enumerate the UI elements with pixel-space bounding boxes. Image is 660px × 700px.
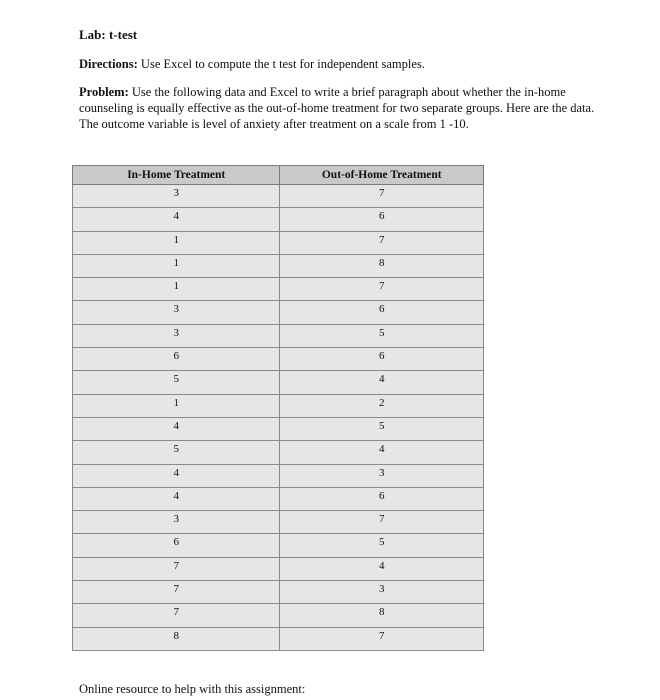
in-home-cell: 6 <box>73 534 280 557</box>
out-of-home-cell: 8 <box>280 604 484 627</box>
in-home-cell: 7 <box>73 581 280 604</box>
out-of-home-cell: 5 <box>280 417 484 440</box>
table-row <box>73 581 484 604</box>
table-row <box>73 208 484 231</box>
table-header-row <box>73 166 484 185</box>
directions-paragraph <box>79 56 599 72</box>
header-in-home: In-Home Treatment <box>73 166 280 185</box>
out-of-home-cell: 4 <box>280 557 484 580</box>
in-home-cell: 7 <box>73 557 280 580</box>
table-row <box>73 487 484 510</box>
out-of-home-cell: 3 <box>280 464 484 487</box>
in-home-cell: 5 <box>73 441 280 464</box>
out-of-home-cell: 4 <box>280 371 484 394</box>
in-home-cell: 3 <box>73 185 280 208</box>
out-of-home-cell: 7 <box>280 231 484 254</box>
table-row <box>73 394 484 417</box>
table-body <box>73 185 484 651</box>
out-of-home-cell: 3 <box>280 581 484 604</box>
in-home-cell: 8 <box>73 627 280 650</box>
table-row <box>73 324 484 347</box>
out-of-home-cell: 4 <box>280 441 484 464</box>
in-home-cell: 1 <box>73 278 280 301</box>
out-of-home-cell: 6 <box>280 487 484 510</box>
in-home-cell: 7 <box>73 604 280 627</box>
table-row <box>73 557 484 580</box>
header-out-of-home: Out-of-Home Treatment <box>280 166 484 185</box>
in-home-cell: 1 <box>73 394 280 417</box>
data-table <box>72 165 484 651</box>
table-row <box>73 301 484 324</box>
in-home-cell: 4 <box>73 464 280 487</box>
table-row <box>73 417 484 440</box>
table-row <box>73 348 484 371</box>
out-of-home-cell: 7 <box>280 511 484 534</box>
in-home-cell: 1 <box>73 254 280 277</box>
out-of-home-cell: 5 <box>280 534 484 557</box>
table-row <box>73 371 484 394</box>
in-home-cell: 5 <box>73 371 280 394</box>
problem-label: Problem: <box>79 85 129 99</box>
table-row <box>73 534 484 557</box>
problem-text: Use the following data and Excel to write a brief paragraph about whether the in-home counseling is equally effective as the out-of-home treatment for two separate groups. Here are the data. The outcome variable is level of anxiety after treatment on a scale from 1 -10. <box>79 85 595 131</box>
directions-label: Directions: <box>79 57 138 71</box>
in-home-cell: 3 <box>73 511 280 534</box>
out-of-home-cell: 2 <box>280 394 484 417</box>
in-home-cell: 6 <box>73 348 280 371</box>
out-of-home-cell: 5 <box>280 324 484 347</box>
footer-text: Online resource to help with this assignment: <box>79 682 306 696</box>
out-of-home-cell: 7 <box>280 627 484 650</box>
table-row <box>73 231 484 254</box>
out-of-home-cell: 6 <box>280 348 484 371</box>
out-of-home-cell: 6 <box>280 301 484 324</box>
problem-paragraph <box>79 84 604 132</box>
out-of-home-cell: 8 <box>280 254 484 277</box>
table-row <box>73 185 484 208</box>
table-row <box>73 604 484 627</box>
in-home-cell: 1 <box>73 231 280 254</box>
table-row <box>73 254 484 277</box>
lab-title: Lab: t-test <box>79 27 138 42</box>
table-row <box>73 511 484 534</box>
in-home-cell: 4 <box>73 208 280 231</box>
table-row <box>73 441 484 464</box>
in-home-cell: 4 <box>73 417 280 440</box>
out-of-home-cell: 6 <box>280 208 484 231</box>
out-of-home-cell: 7 <box>280 185 484 208</box>
table-row <box>73 464 484 487</box>
table-row <box>73 278 484 301</box>
in-home-cell: 4 <box>73 487 280 510</box>
in-home-cell: 3 <box>73 324 280 347</box>
table-row <box>73 627 484 650</box>
in-home-cell: 3 <box>73 301 280 324</box>
directions-text: Use Excel to compute the t test for independent samples. <box>137 57 425 71</box>
out-of-home-cell: 7 <box>280 278 484 301</box>
